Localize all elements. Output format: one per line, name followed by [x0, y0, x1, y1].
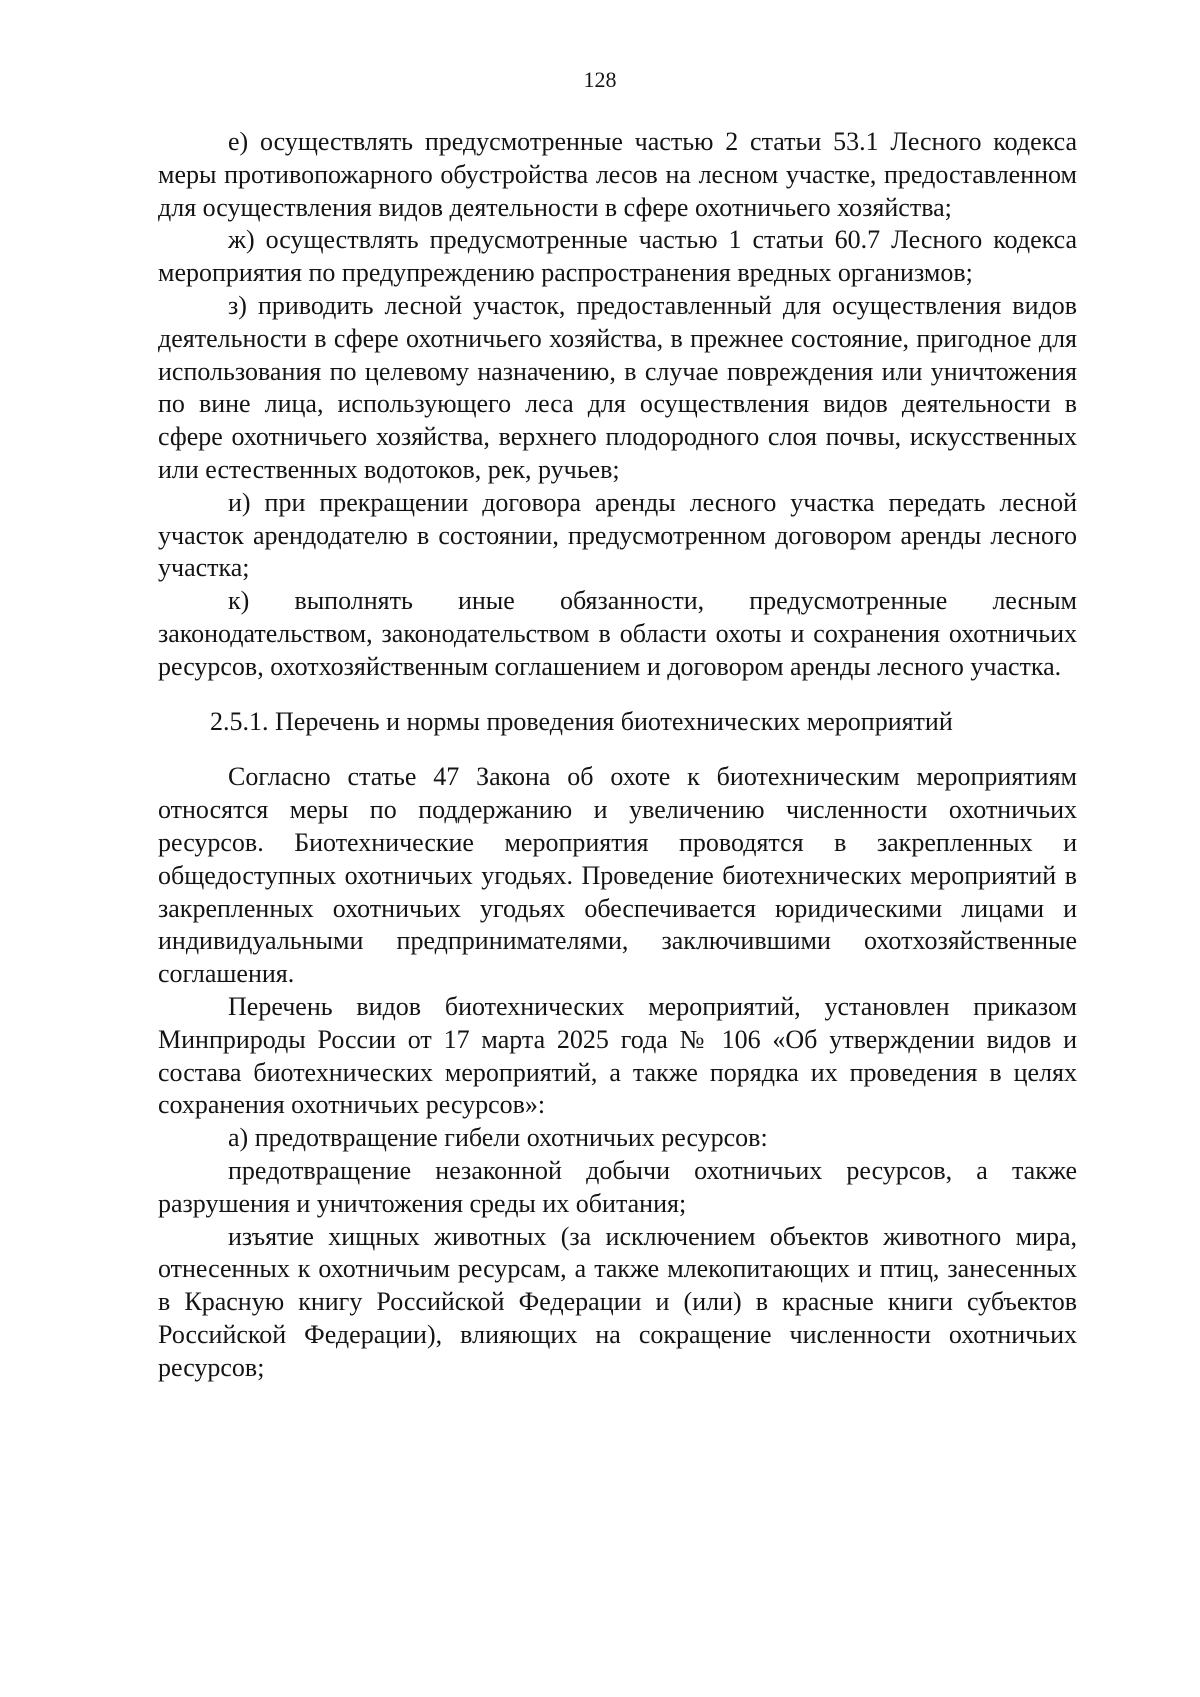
paragraph-predator-removal: изъятие хищных животных (за исключением объектов животного мира, отнесенных к охотничьим ресурсам, а также млекопитающих и птиц, занесенных в Красную книгу Российской Федерации и (или) в красные книги субъектов Российской Федерации), влияющих на сокращение численности охотничьих ресурсов;	[158, 1221, 1077, 1382]
section-heading: 2.5.1. Перечень и нормы проведения биотехнических мероприятий	[210, 706, 953, 736]
paragraph-a: а) предотвращение гибели охотничьих ресурсов:	[228, 1123, 768, 1153]
paragraph-list-intro: Перечень видов биотехнических мероприятий, установлен приказом Минприроды России от 17 марта 2025 года № 106 «Об утверждении видов и состава биотехнических мероприятий, а также порядка их проведения в целях сохранения охотничьих ресурсов»:	[158, 991, 1077, 1120]
paragraph-e: е) осуществлять предусмотренные частью 2 статьи 53.1 Лесного кодекса меры противопожарного обустройства лесов на лесном участке, предоставленном для осуществления видов деятельности в сфере охотничьего хозяйства;	[158, 127, 1077, 222]
paragraph-article-47: Согласно статье 47 Закона об охоте к биотехническим мероприятиям относятся меры по поддержанию и увеличению численности охотничьих ресурсов. Биотехнические мероприятия проводятся в закрепленных и общедоступных охотничьих угодьях. Проведение биотехнических мероприятий в закрепленных охотничьих угодьях обеспечивается юридическими лицами и индивидуальными предпринимателями, заключившими охотхозяйственные соглашения.	[158, 762, 1077, 989]
paragraph-i: и) при прекращении договора аренды лесного участка передать лесной участок арендодателю в состоянии, предусмотренном договором аренды лесного участка;	[158, 487, 1077, 583]
paragraph-zh: ж) осуществлять предусмотренные частью 1 статьи 60.7 Лесного кодекса мероприятия по предупреждению распространения вредных организмов;	[158, 225, 1077, 288]
paragraph-z: з) приводить лесной участок, предоставленный для осуществления видов деятельности в сфере охотничьего хозяйства, в прежнее состояние, пригодное для использования по целевому назначению, в случае повреждения или уничтожения по вине лица, использующего леса для осуществления видов деятельности в сфере охотничьего хозяйства, верхнего плодородного слоя почвы, искусственных или естественных водотоков, рек, ручьев;	[158, 290, 1077, 484]
paragraph-prevent-poaching: предотвращение незаконной добычи охотничьих ресурсов, а также разрушения и уничтожения среды их обитания;	[158, 1155, 1077, 1218]
paragraph-k: к) выполнять иные обязанности, предусмотренные лесным законодательством, законодательством в области охоты и сохранения охотничьих ресурсов, охотхозяйственным соглашением и договором аренды лесного участка.	[158, 586, 1077, 681]
document-body	[158, 126, 1077, 1384]
page-number: 128	[583, 67, 617, 92]
